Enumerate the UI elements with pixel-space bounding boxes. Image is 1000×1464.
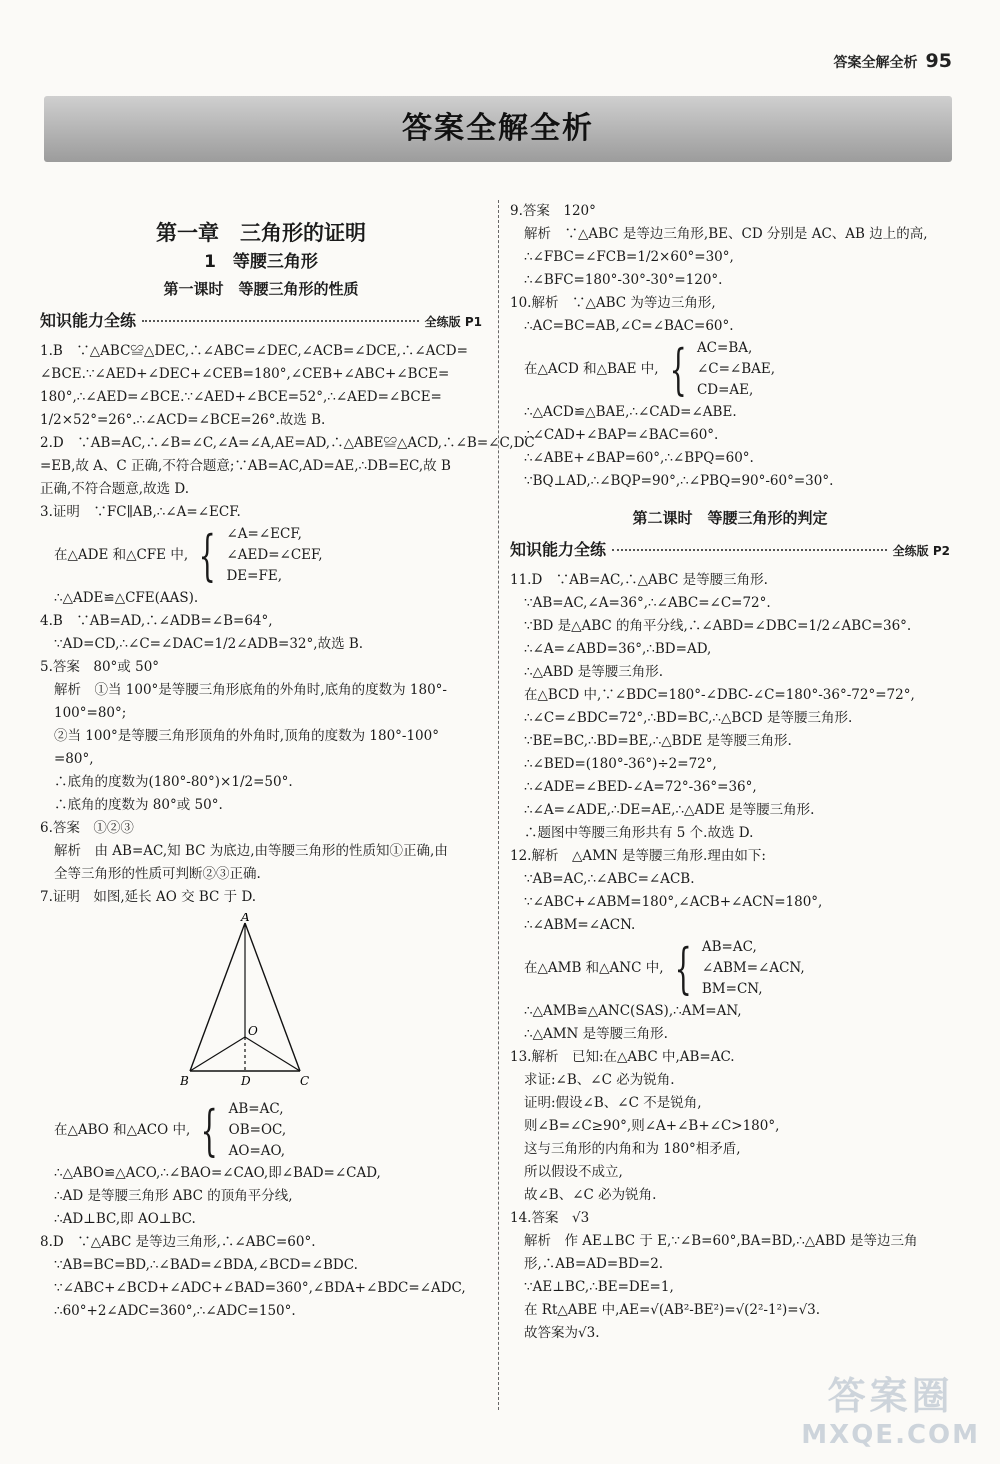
answer-q4 <box>40 610 482 656</box>
brace-item: AB=AC, <box>701 939 757 955</box>
answer-line: ∴△ACD≌△BAE,∴∠CAD=∠ABE. <box>524 404 737 420</box>
header-title: 答案全解全析 <box>833 55 918 71</box>
answer-line: 全等三角形的性质可判断②③正确. <box>54 866 261 882</box>
answer-line: 1.B ∵△ABC≌△DEC,∴∠ABC=∠DEC,∠ACB=∠DCE,∴∠ACD= <box>40 343 468 359</box>
answer-line: 9.答案 120° <box>510 203 596 219</box>
answer-line: 6.答案 ①②③ <box>40 820 134 836</box>
watermark-url: MXQE.COM <box>801 1420 980 1450</box>
brace-intro: 在△ACD 和△BAE 中, <box>524 361 659 377</box>
segment-bo <box>190 1037 245 1071</box>
answer-line: ∴△ADE≌△CFE(AAS). <box>54 590 199 606</box>
brace-item: AO=AO, <box>228 1143 286 1159</box>
answer-line: ∴AD 是等腰三角形 ABC 的顶角平分线, <box>54 1188 293 1204</box>
condition-brace <box>40 1099 482 1162</box>
answer-line: ∵AE⊥BC,∴BE=DE=1, <box>524 1279 674 1295</box>
answer-line: ∴△ABD 是等腰三角形. <box>524 664 664 680</box>
exercise-header-ref: 全练版 P1 <box>424 315 482 329</box>
brace-item: OB=OC, <box>228 1122 287 1138</box>
answer-line: 13.解析 已知:在△ABC 中,AB=AC. <box>510 1049 735 1065</box>
answer-line: 1/2×52°=26°.∴∠ACD=∠BCE=26°.故选 B. <box>40 412 326 428</box>
answer-line: 所以假设不成立, <box>524 1164 623 1180</box>
answer-line: 解析 ∵△ABC 是等边三角形,BE、CD 分别是 AC、AB 边上的高, <box>524 226 928 242</box>
answer-line: 100°=80°; <box>54 705 127 721</box>
answer-line: 解析 ①当 100°是等腰三角形底角的外角时,底角的度数为 180°- <box>54 682 447 698</box>
answer-q8 <box>40 1231 482 1323</box>
brace-item: AB=AC, <box>228 1101 284 1117</box>
triangle-figure <box>180 913 310 1091</box>
answer-line: 11.D ∵AB=AC,∴△ABC 是等腰三角形. <box>510 572 768 588</box>
answer-line: 4.B ∵AB=AD,∴∠ADB=∠B=64°, <box>40 613 273 629</box>
answer-line: =80°, <box>54 751 94 767</box>
answer-q2 <box>40 432 535 501</box>
watermark-text: 答案圈 <box>827 1374 954 1418</box>
title-banner: 答案全解全析 <box>44 96 952 162</box>
answer-line: 在△BCD 中,∵∠BDC=180°-∠DBC-∠C=180°-36°-72°=72°, <box>524 687 915 703</box>
answer-q14 <box>510 1207 950 1345</box>
answer-line: ∴60°+2∠ADC=360°,∴∠ADC=150°. <box>54 1303 296 1319</box>
condition-brace <box>510 937 950 1000</box>
answer-line: ②当 100°是等腰三角形顶角的外角时,顶角的度数为 180°-100° <box>54 728 439 744</box>
answer-line: ∴△AMN 是等腰三角形. <box>524 1026 668 1042</box>
answer-line: ∴∠ABE+∠BAP=60°,∴∠BPQ=60°. <box>524 450 754 466</box>
label-a: A <box>241 913 250 924</box>
page-number: 95 <box>925 50 952 72</box>
label-b: B <box>180 1074 189 1088</box>
answer-line: 这与三角形的内角和为 180°相矛盾, <box>524 1141 741 1157</box>
answer-q3 <box>40 501 482 610</box>
exercise-header-title: 知识能力全练 <box>40 311 137 330</box>
label-c: C <box>300 1074 310 1088</box>
answer-line: ∵AD=CD,∴∠C=∠DAC=1/2∠ADB=32°,故选 B. <box>54 636 364 652</box>
answer-line: 3.证明 ∵FC∥AB,∴∠A=∠ECF. <box>40 504 241 520</box>
segment-co <box>245 1037 300 1071</box>
answer-q13 <box>510 1046 950 1207</box>
brace-item: BM=CN, <box>701 981 763 997</box>
answer-line: ∴底角的度数为(180°-80°)×1/2=50°. <box>54 774 293 790</box>
brace-item: DE=FE, <box>226 568 282 584</box>
answer-line: 在 Rt△ABE 中,AE=√(AB²-BE²)=√(2²-1²)=√3. <box>524 1302 821 1318</box>
exercise-header-ref: 全练版 P2 <box>892 544 950 558</box>
answer-line: ∵AB=AC,∠A=36°,∴∠ABC=∠C=72°. <box>524 595 771 611</box>
brace-symbol: { <box>200 1098 219 1162</box>
brace-item: ∠AED=∠CEF, <box>226 547 323 563</box>
answer-line: ∴∠BED=(180°-36°)÷2=72°, <box>524 756 717 772</box>
answer-line: 5.答案 80°或 50° <box>40 659 160 675</box>
chapter-title: 第一章 三角形的证明 <box>156 221 366 245</box>
answer-line: ∵BQ⊥AD,∴∠BQP=90°,∴∠PBQ=90°-60°=30°. <box>524 473 834 489</box>
answer-line: 形,∴AB=AD=BD=2. <box>524 1256 664 1272</box>
answer-line: 证明:假设∠B、∠C 不是锐角, <box>524 1095 702 1111</box>
brace-symbol: { <box>674 936 692 1000</box>
answer-line: 解析 由 AB=AC,知 BC 为底边,由等腰三角形的性质知①正确,由 <box>54 843 448 859</box>
column-divider <box>498 200 499 1410</box>
answer-line: 14.答案 √3 <box>510 1210 590 1226</box>
watermark-logo <box>801 1365 980 1450</box>
answer-line: ∵BD 是△ABC 的角平分线,∴∠ABD=∠DBC=1/2∠ABC=36°. <box>524 618 912 634</box>
brace-item: CD=AE, <box>696 382 754 398</box>
brace-symbol: { <box>669 337 687 401</box>
brace-intro: 在△ABO 和△ACO 中, <box>54 1122 191 1138</box>
answer-line: ∴AD⊥BC,即 AO⊥BC. <box>54 1211 196 1227</box>
answer-line: ∴∠A=∠ADE,∴DE=AE,∴△ADE 是等腰三角形. <box>524 802 815 818</box>
brace-item: ∠A=∠ECF, <box>226 526 302 542</box>
answer-line: 12.解析 △AMN 是等腰三角形.理由如下: <box>510 848 766 864</box>
brace-intro: 在△AMB 和△ANC 中, <box>524 960 664 976</box>
lesson-title: 第一课时 等腰三角形的性质 <box>163 280 359 298</box>
lesson2-title: 第二课时 等腰三角形的判定 <box>632 509 828 527</box>
answer-line: ∠BCE.∵∠AED+∠DEC+∠CEB=180°,∠CEB+∠ABC+∠BCE= <box>40 366 450 382</box>
section-title: 1 等腰三角形 <box>204 252 318 272</box>
answer-q5 <box>40 656 482 817</box>
answer-q12 <box>510 845 950 1046</box>
answer-line: ∴∠FBC=∠FCB=1/2×60°=30°, <box>524 249 734 265</box>
brace-intro: 在△ADE 和△CFE 中, <box>54 547 189 563</box>
answer-line: ∴∠ABM=∠ACN. <box>524 917 636 933</box>
answer-q10 <box>510 292 950 493</box>
answer-line: 故答案为√3. <box>524 1325 600 1341</box>
answer-line: ∵AB=BC=BD,∴∠BAD=∠BDA,∠BCD=∠BDC. <box>54 1257 358 1273</box>
answer-line: =EB,故 A、C 正确,不符合题意;∵AB=AC,AD=AE,∴DB=EC,故 B <box>40 458 451 474</box>
condition-brace <box>40 524 482 587</box>
edge-ac <box>245 923 300 1071</box>
answer-line: 7.证明 如图,延长 AO 交 BC 于 D. <box>40 889 257 905</box>
answer-line: 2.D ∵AB=AC,∴∠B=∠C,∠A=∠A,AE=AD,∴△ABE≌△ACD,∴∠B=∠C,DC <box>40 435 535 451</box>
brace-symbol: { <box>198 523 216 587</box>
answer-line: 8.D ∵△ABC 是等边三角形,∴∠ABC=60°. <box>40 1234 316 1250</box>
answer-line: ∴△AMB≌△ANC(SAS),∴AM=AN, <box>524 1003 742 1019</box>
answer-line: ∴∠CAD+∠BAP=∠BAC=60°. <box>524 427 719 443</box>
exercise-header <box>510 538 950 563</box>
answer-line: ∵∠ABC+∠ABM=180°,∠ACB+∠ACN=180°, <box>524 894 823 910</box>
answer-line: ∴题图中等腰三角形共有 5 个.故选 D. <box>524 825 754 841</box>
answer-line: ∴∠ADE=∠BED-∠A=72°-36°=36°, <box>524 779 757 795</box>
answer-line: 10.解析 ∵△ABC 为等边三角形, <box>510 295 716 311</box>
answer-line: ∴底角的度数为 80°或 50°. <box>54 797 223 813</box>
exercise-header-title: 知识能力全练 <box>510 540 607 559</box>
page-header <box>834 50 952 72</box>
answer-line: ∵AB=AC,∴∠ABC=∠ACB. <box>524 871 695 887</box>
answer-line: 解析 作 AE⊥BC 于 E,∵∠B=60°,BA=BD,∴△ABD 是等边三角 <box>524 1233 918 1249</box>
answer-line: ∴△ABO≌△ACO,∴∠BAO=∠CAO,即∠BAD=∠CAD, <box>54 1165 381 1181</box>
exercise-header <box>40 309 482 334</box>
edge-ab <box>190 923 245 1071</box>
answer-line: 求证:∠B、∠C 必为锐角. <box>524 1072 675 1088</box>
answer-q7 <box>40 886 482 1231</box>
answer-line: ∴∠BFC=180°-30°-30°=120°. <box>524 272 723 288</box>
brace-item: ∠C=∠BAE, <box>696 361 776 377</box>
answer-q9 <box>510 200 950 292</box>
answer-line: 正确,不符合题意,故选 D. <box>40 481 190 497</box>
answer-q1 <box>40 340 482 432</box>
brace-item: AC=BA, <box>696 340 753 356</box>
brace-item: ∠ABM=∠ACN, <box>701 960 805 976</box>
label-o: O <box>248 1024 258 1038</box>
answer-line: ∴∠A=∠ABD=36°,∴BD=AD, <box>524 641 712 657</box>
right-column <box>510 200 950 1345</box>
left-column <box>40 200 535 1323</box>
dot-leader <box>142 320 419 322</box>
dot-leader <box>612 549 887 551</box>
answer-q11 <box>510 569 950 845</box>
answer-q6 <box>40 817 482 886</box>
answer-line: 故∠B、∠C 必为锐角. <box>524 1187 657 1203</box>
answer-line: ∵BE=BC,∴BD=BE,∴△BDE 是等腰三角形. <box>524 733 792 749</box>
answer-line: ∵∠ABC+∠BCD+∠ADC+∠BAD=360°,∠BDA+∠BDC=∠ADC, <box>54 1280 466 1296</box>
condition-brace <box>510 338 950 401</box>
label-d: D <box>241 1074 251 1088</box>
answer-line: ∴AC=BC=AB,∠C=∠BAC=60°. <box>524 318 734 334</box>
answer-line: 则∠B=∠C≥90°,则∠A+∠B+∠C>180°, <box>524 1118 780 1134</box>
answer-line: 180°,∴∠AED=∠BCE.∵∠AED+∠BCE=52°,∴∠AED=∠BCE= <box>40 389 442 405</box>
answer-line: ∴∠C=∠BDC=72°,∴BD=BC,∴△BCD 是等腰三角形. <box>524 710 853 726</box>
